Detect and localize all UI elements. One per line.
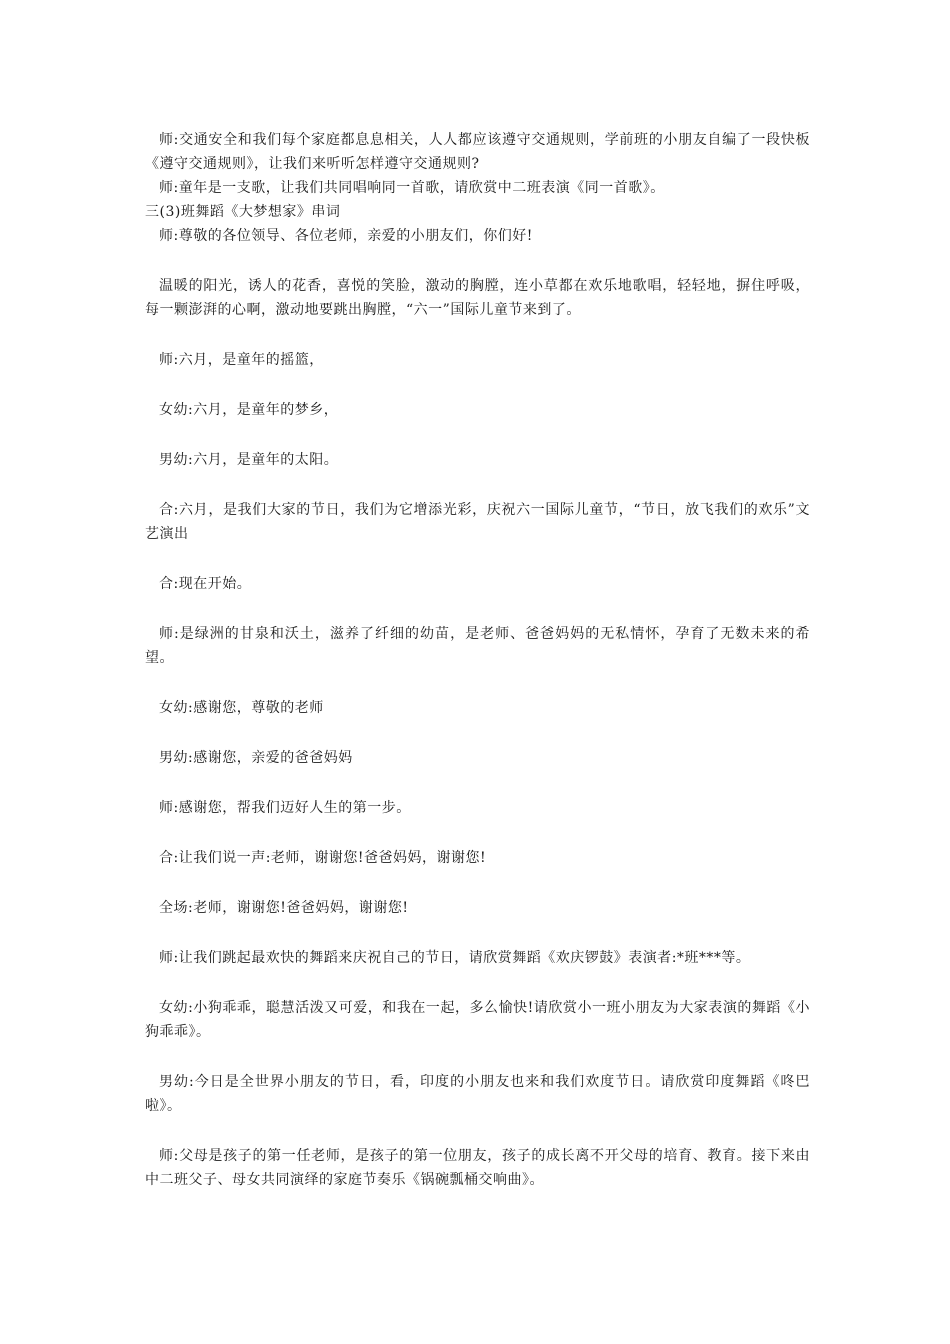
- paragraph: 女幼:小狗乖乖，聪慧活泼又可爱，和我在一起，多么愉快!请欣赏小一班小朋友为大家表演的舞蹈《小狗乖乖》。: [145, 1000, 810, 1040]
- paragraph: 师:父母是孩子的第一任老师，是孩子的第一位朋友，孩子的成长离不开父母的培育、教育。接下来由中二班父子、母女共同演绎的家庭节奏乐《锅碗瓢桶交响曲》。: [145, 1148, 810, 1188]
- paragraph: 男幼:今日是全世界小朋友的节日，看，印度的小朋友也来和我们欢度节日。请欣赏印度舞蹈《咚巴啦》。: [145, 1074, 810, 1114]
- paragraph: 师:是绿洲的甘泉和沃土，滋养了纤细的幼苗，是老师、爸爸妈妈的无私情怀，孕育了无数未来的希望。: [145, 626, 810, 666]
- paragraph: 男幼:感谢您，亲爱的爸爸妈妈: [159, 750, 353, 766]
- paragraph: 师:交通安全和我们每个家庭都息息相关，人人都应该遵守交通规则，学前班的小朋友自编了一段快板《遵守交通规则》，让我们来听听怎样遵守交通规则?: [145, 132, 810, 172]
- paragraph: 合:让我们说一声:老师，谢谢您!爸爸妈妈，谢谢您!: [159, 850, 487, 866]
- paragraph: 全场:老师，谢谢您!爸爸妈妈，谢谢您!: [159, 900, 409, 916]
- paragraph: 男幼:六月，是童年的太阳。: [159, 452, 339, 468]
- paragraph: 女幼:感谢您，尊敬的老师: [159, 700, 324, 716]
- paragraph: 师:童年是一支歌，让我们共同唱响同一首歌，请欣赏中二班表演《同一首歌》。: [159, 180, 665, 196]
- paragraph: 合:现在开始。: [159, 576, 252, 592]
- paragraph: 温暖的阳光，诱人的花香，喜悦的笑脸，激动的胸膛，连小草都在欢乐地歌唱，轻轻地，摒住呼吸，每一颗澎湃的心啊，激动地要跳出胸膛，“六一”国际儿童节来到了。: [145, 278, 810, 318]
- paragraph: 师:让我们跳起最欢快的舞蹈来庆祝自己的节日，请欣赏舞蹈《欢庆锣鼓》表演者:*班***等。: [159, 950, 751, 966]
- paragraph: 师:尊敬的各位领导、各位老师，亲爱的小朋友们，你们好!: [159, 228, 533, 244]
- paragraph: 三(3)班舞蹈《大梦想家》串词: [145, 204, 341, 220]
- paragraph: 合:六月，是我们大家的节日，我们为它增添光彩，庆祝六一国际儿童节，“节日，放飞我们的欢乐”文艺演出: [145, 502, 810, 542]
- paragraph: 师:六月，是童年的摇篮，: [159, 352, 324, 368]
- paragraph: 师:感谢您，帮我们迈好人生的第一步。: [159, 800, 411, 816]
- document-page: [145, 128, 810, 1192]
- paragraph: 女幼:六月，是童年的梦乡，: [159, 402, 339, 418]
